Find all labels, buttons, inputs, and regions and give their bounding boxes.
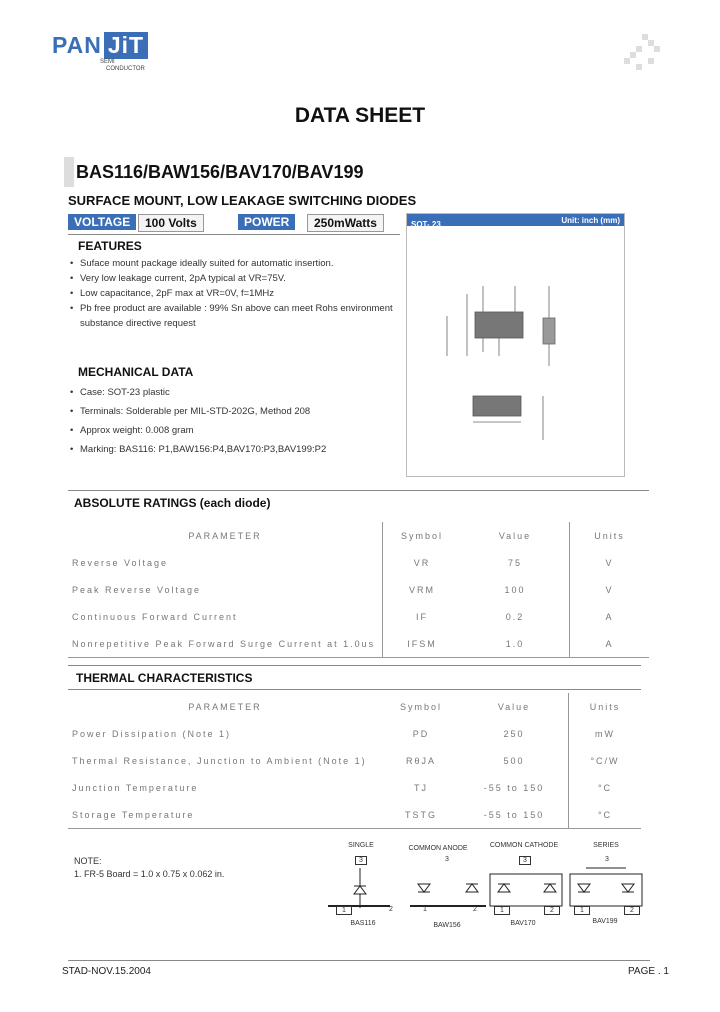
config-part: BAV199: [592, 918, 618, 925]
pin-label: 2: [389, 906, 393, 913]
cell: PD: [412, 728, 430, 739]
cell: A: [570, 603, 650, 630]
config-part: BAV170: [510, 920, 536, 927]
cell: 0.2: [505, 611, 525, 622]
cell: °C: [569, 801, 642, 828]
table-row: [68, 603, 649, 630]
mechanical-item: • Terminals: Solderable per MIL-STD-202G, Method 208: [68, 404, 406, 419]
ratings-heading: ABSOLUTE RATINGS (each diode): [74, 496, 271, 510]
cell: 250: [503, 728, 525, 739]
table-row: [68, 720, 641, 747]
divider: [68, 960, 650, 961]
col-value: Value: [498, 530, 532, 541]
footer-page: PAGE . 1: [628, 966, 669, 977]
feature-item: • Low capacitance, 2pF max at VR=0V, f=1MHz: [68, 286, 406, 301]
diode-schematic-icon: [326, 866, 646, 946]
voltage-label: VOLTAGE: [68, 214, 136, 230]
cell: TJ: [414, 782, 428, 793]
footer-date: STAD-NOV.15.2004: [62, 966, 151, 977]
pin-label: 3: [605, 856, 609, 863]
config-title: SERIES: [593, 842, 619, 849]
pin-label: 2: [473, 906, 477, 913]
col-symbol: Symbol: [383, 522, 462, 549]
cell: Thermal Resistance, Junction to Ambient (Note 1): [72, 755, 367, 766]
package-drawing: [406, 213, 625, 477]
pin-label: 1: [336, 906, 352, 915]
mechanical-heading: MECHANICAL DATA: [78, 365, 194, 379]
cell: 100: [504, 584, 526, 595]
power-label: POWER: [238, 214, 295, 230]
part-numbers: BAS116/BAW156/BAV170/BAV199: [64, 157, 363, 187]
sot23-outline-icon: [407, 226, 622, 474]
company-logo: [52, 32, 148, 73]
power-value: 250mWatts: [307, 214, 384, 232]
cell: IFSM: [383, 630, 462, 657]
features-list: [68, 256, 406, 331]
brand-pan: PAN: [52, 32, 102, 58]
cell: mW: [569, 720, 642, 747]
note-label: NOTE:: [74, 856, 102, 866]
col-symbol: Symbol: [399, 701, 442, 712]
cell: RθJA: [405, 755, 436, 766]
col-parameter: PARAMETER: [188, 530, 262, 541]
table-row: [68, 801, 641, 828]
table-row: [68, 747, 641, 774]
ratings-table: [68, 522, 649, 658]
mechanical-item: • Case: SOT-23 plastic: [68, 385, 406, 400]
cell: IF: [383, 603, 462, 630]
cell: 500: [503, 755, 525, 766]
pin-configurations: [326, 842, 646, 932]
product-subtitle: SURFACE MOUNT, LOW LEAKAGE SWITCHING DIODES: [68, 193, 417, 208]
cell: °C/W: [569, 747, 642, 774]
cell: Reverse Voltage: [72, 557, 169, 568]
table-row: [68, 576, 649, 603]
cell: Peak Reverse Voltage: [72, 584, 202, 595]
package-name: SOT- 23: [411, 220, 441, 229]
brand-sub-1: SEMI: [100, 59, 115, 65]
feature-item: • Very low leakage current, 2pA typical at VR=75V.: [68, 271, 406, 286]
col-units: Units: [570, 522, 650, 549]
note: [74, 855, 224, 881]
divider: [68, 665, 641, 666]
mechanical-list: [68, 385, 406, 457]
page-title: DATA SHEET: [294, 104, 426, 127]
brand-sub-2: CONDUCTOR: [106, 66, 145, 72]
config-part: BAW156: [433, 922, 461, 929]
divider: [68, 490, 649, 491]
decor-dots-icon: [624, 34, 660, 70]
col-value: Value: [497, 701, 531, 712]
note-text: 1. FR-5 Board = 1.0 x 0.75 x 0.062 in.: [74, 869, 225, 879]
cell: Continuous Forward Current: [72, 611, 238, 622]
pin-label: 2: [624, 906, 640, 915]
table-row: [68, 630, 649, 657]
pin-label: 3: [519, 856, 531, 865]
feature-item: • Suface mount package ideally suited for automatic insertion.: [68, 256, 406, 271]
pin-label: 3: [445, 856, 449, 863]
cell: VR: [383, 549, 462, 576]
cell: °C: [569, 774, 642, 801]
cell: V: [570, 549, 650, 576]
thermal-heading: THERMAL CHARACTERISTICS: [76, 671, 253, 685]
mechanical-item: • Marking: BAS116: P1,BAW156:P4,BAV170:P3,BAV199:P2: [68, 442, 406, 457]
cell: Power Dissipation (Note 1): [72, 728, 232, 739]
cell: V: [570, 576, 650, 603]
cell: Junction Temperature: [72, 782, 199, 793]
pin-label: 1: [423, 906, 427, 913]
package-unit: Unit: inch (mm): [561, 216, 620, 225]
table-row: [68, 774, 641, 801]
divider: [68, 689, 641, 690]
pin-label: 2: [544, 906, 560, 915]
cell: -55 to 150: [483, 809, 545, 820]
cell: VRM: [383, 576, 462, 603]
voltage-value: 100 Volts: [138, 214, 204, 232]
features-heading: FEATURES: [78, 239, 142, 253]
cell: Nonrepetitive Peak Forward Surge Current at 1.0us: [72, 638, 376, 649]
cell: A: [570, 630, 650, 657]
pin-label: 3: [355, 856, 367, 865]
table-row: [68, 549, 649, 576]
config-title: COMMON CATHODE: [489, 842, 559, 849]
cell: TSTG: [405, 809, 437, 820]
cell: Storage Temperature: [72, 809, 195, 820]
divider: [68, 234, 400, 235]
col-units: Units: [569, 693, 642, 720]
cell: 1.0: [505, 638, 525, 649]
brand-jit: JiT: [104, 32, 148, 59]
col-parameter: PARAMETER: [188, 701, 262, 712]
table-header-row: [68, 693, 641, 720]
config-part: BAS116: [350, 920, 376, 927]
config-title: COMMON ANODE: [408, 845, 468, 852]
pin-label: 1: [494, 906, 510, 915]
config-title: SINGLE: [348, 842, 374, 849]
cell: -55 to 150: [483, 782, 545, 793]
table-header-row: [68, 522, 649, 549]
cell: 75: [507, 557, 522, 568]
thermal-table: [68, 693, 641, 829]
feature-item: • Pb free product are available : 99% Sn above can meet Rohs environment substance directive request: [68, 301, 406, 331]
mechanical-item: • Approx weight: 0.008 gram: [68, 423, 406, 438]
pin-label: 1: [574, 906, 590, 915]
